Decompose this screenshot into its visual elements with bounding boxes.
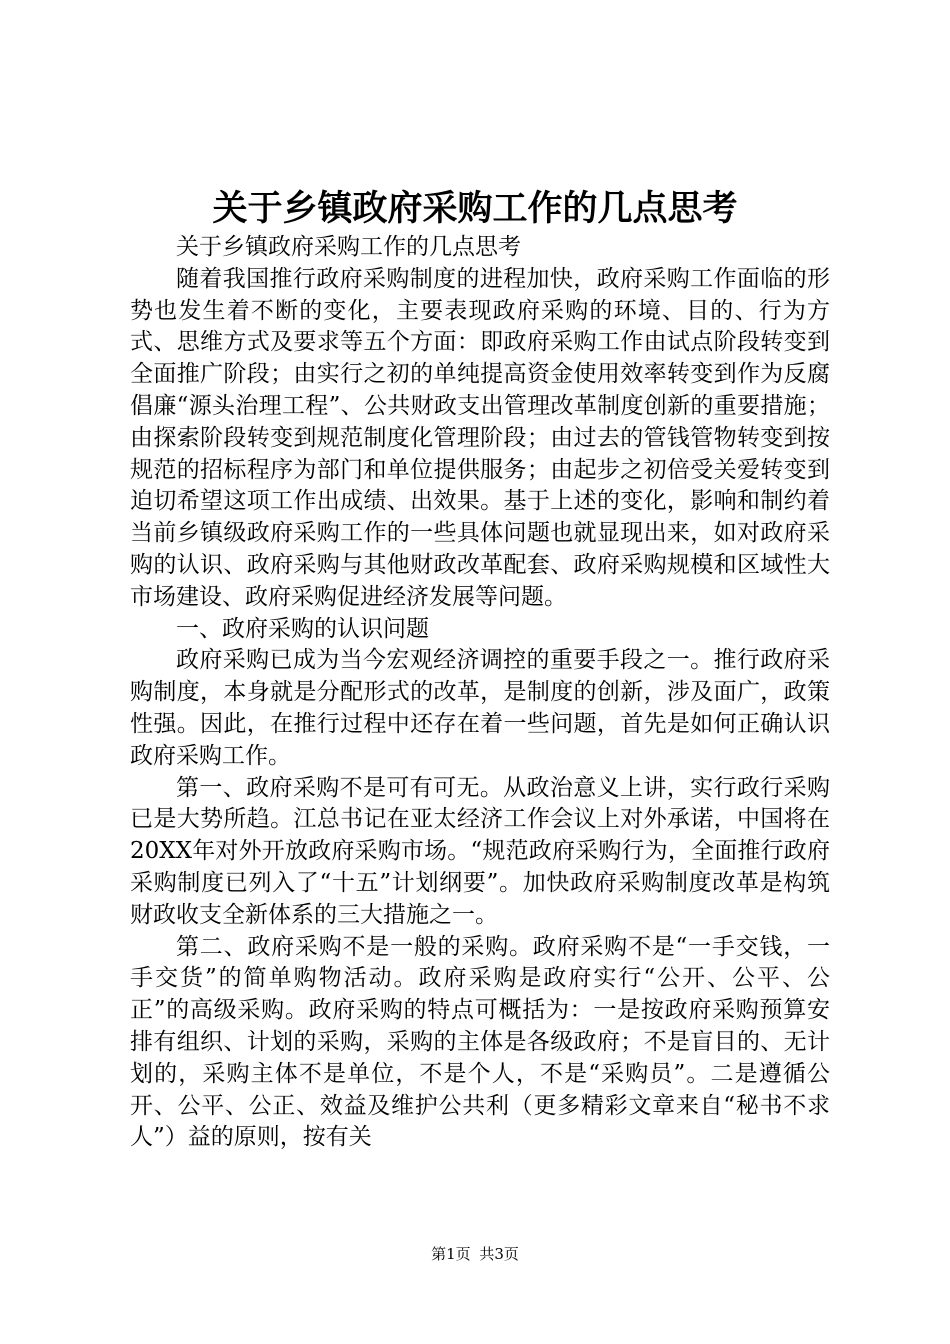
paragraph-section-1: 政府采购已成为当今宏观经济调控的重要手段之一。推行政府采购制度，本身就是分配形式的改革，是制度的创新，涉及面广，政策性强。因此，在推行过程中还存在着一些问题，首先是如何正确认识政府采购工作。 [130, 647, 830, 769]
paragraph-subtitle: 关于乡镇政府采购工作的几点思考 [176, 234, 521, 260]
paragraph-intro: 随着我国推行政府采购制度的进程加快，政府采购工作面临的形势也发生着不断的变化，主要表现政府采购的环境、目的、行为方式、思维方式及要求等五个方面：即政府采购工作由试点阶段转变到全面推广阶段；由实行之初的单纯提高资金使用效率转变到作为反腐倡廉“源头治理工程”、公共财政支出管理改革制度创新的重要措施；由探索阶段转变到规范制度化管理阶段；由过去的管钱管物转变到按规范的招标程序为部门和单位提供服务；由起步之初倍受关爱转变到迫切希望这项工作出成绩、出效果。基于上述的变化，影响和制约着当前乡镇级政府采购工作的一些具体问题也就显现出来，如对政府采购的认识、政府采购与其他财政改革配套、政府采购规模和区域性大市场建设、政府采购促进经济发展等问题。 [130, 265, 830, 610]
page-total: 共3页 [479, 1245, 519, 1263]
page-footer [0, 1244, 950, 1264]
paragraph-point-2: 第二、政府采购不是一般的采购。政府采购不是“一手交钱，一手交货”的简单购物活动。政府采购是政府实行“公开、公平、公正”的高级采购。政府采购的特点可概括为：一是按政府采购预算安排有组织、计划的采购，采购的主体是各级政府；不是盲目的、无计划的，采购主体不是单位，不是个人，不是“采购员”。二是遵循公开、公平、公正、效益及维护公共利（更多精彩文章来自“秘书不求人”）益的原则，按有关 [130, 933, 830, 1151]
section-heading-1: 一、政府采购的认识问题 [176, 615, 429, 642]
document-title: 关于乡镇政府采购工作的几点思考 [212, 188, 738, 229]
paragraph-point-1: 第一、政府采购不是可有可无。从政治意义上讲，实行政行采购已是大势所趋。江总书记在亚太经济工作会议上对外承诺，中国将在20XX年对外开放政府采购市场。“规范政府采购行为，全面推行政府采购制度已列入了“十五”计划纲要”。加快政府采购制度改革是构筑财政收支全新体系的三大措施之一。 [130, 774, 830, 928]
page-number: 第1页 [431, 1245, 471, 1263]
document-body [130, 232, 830, 1154]
